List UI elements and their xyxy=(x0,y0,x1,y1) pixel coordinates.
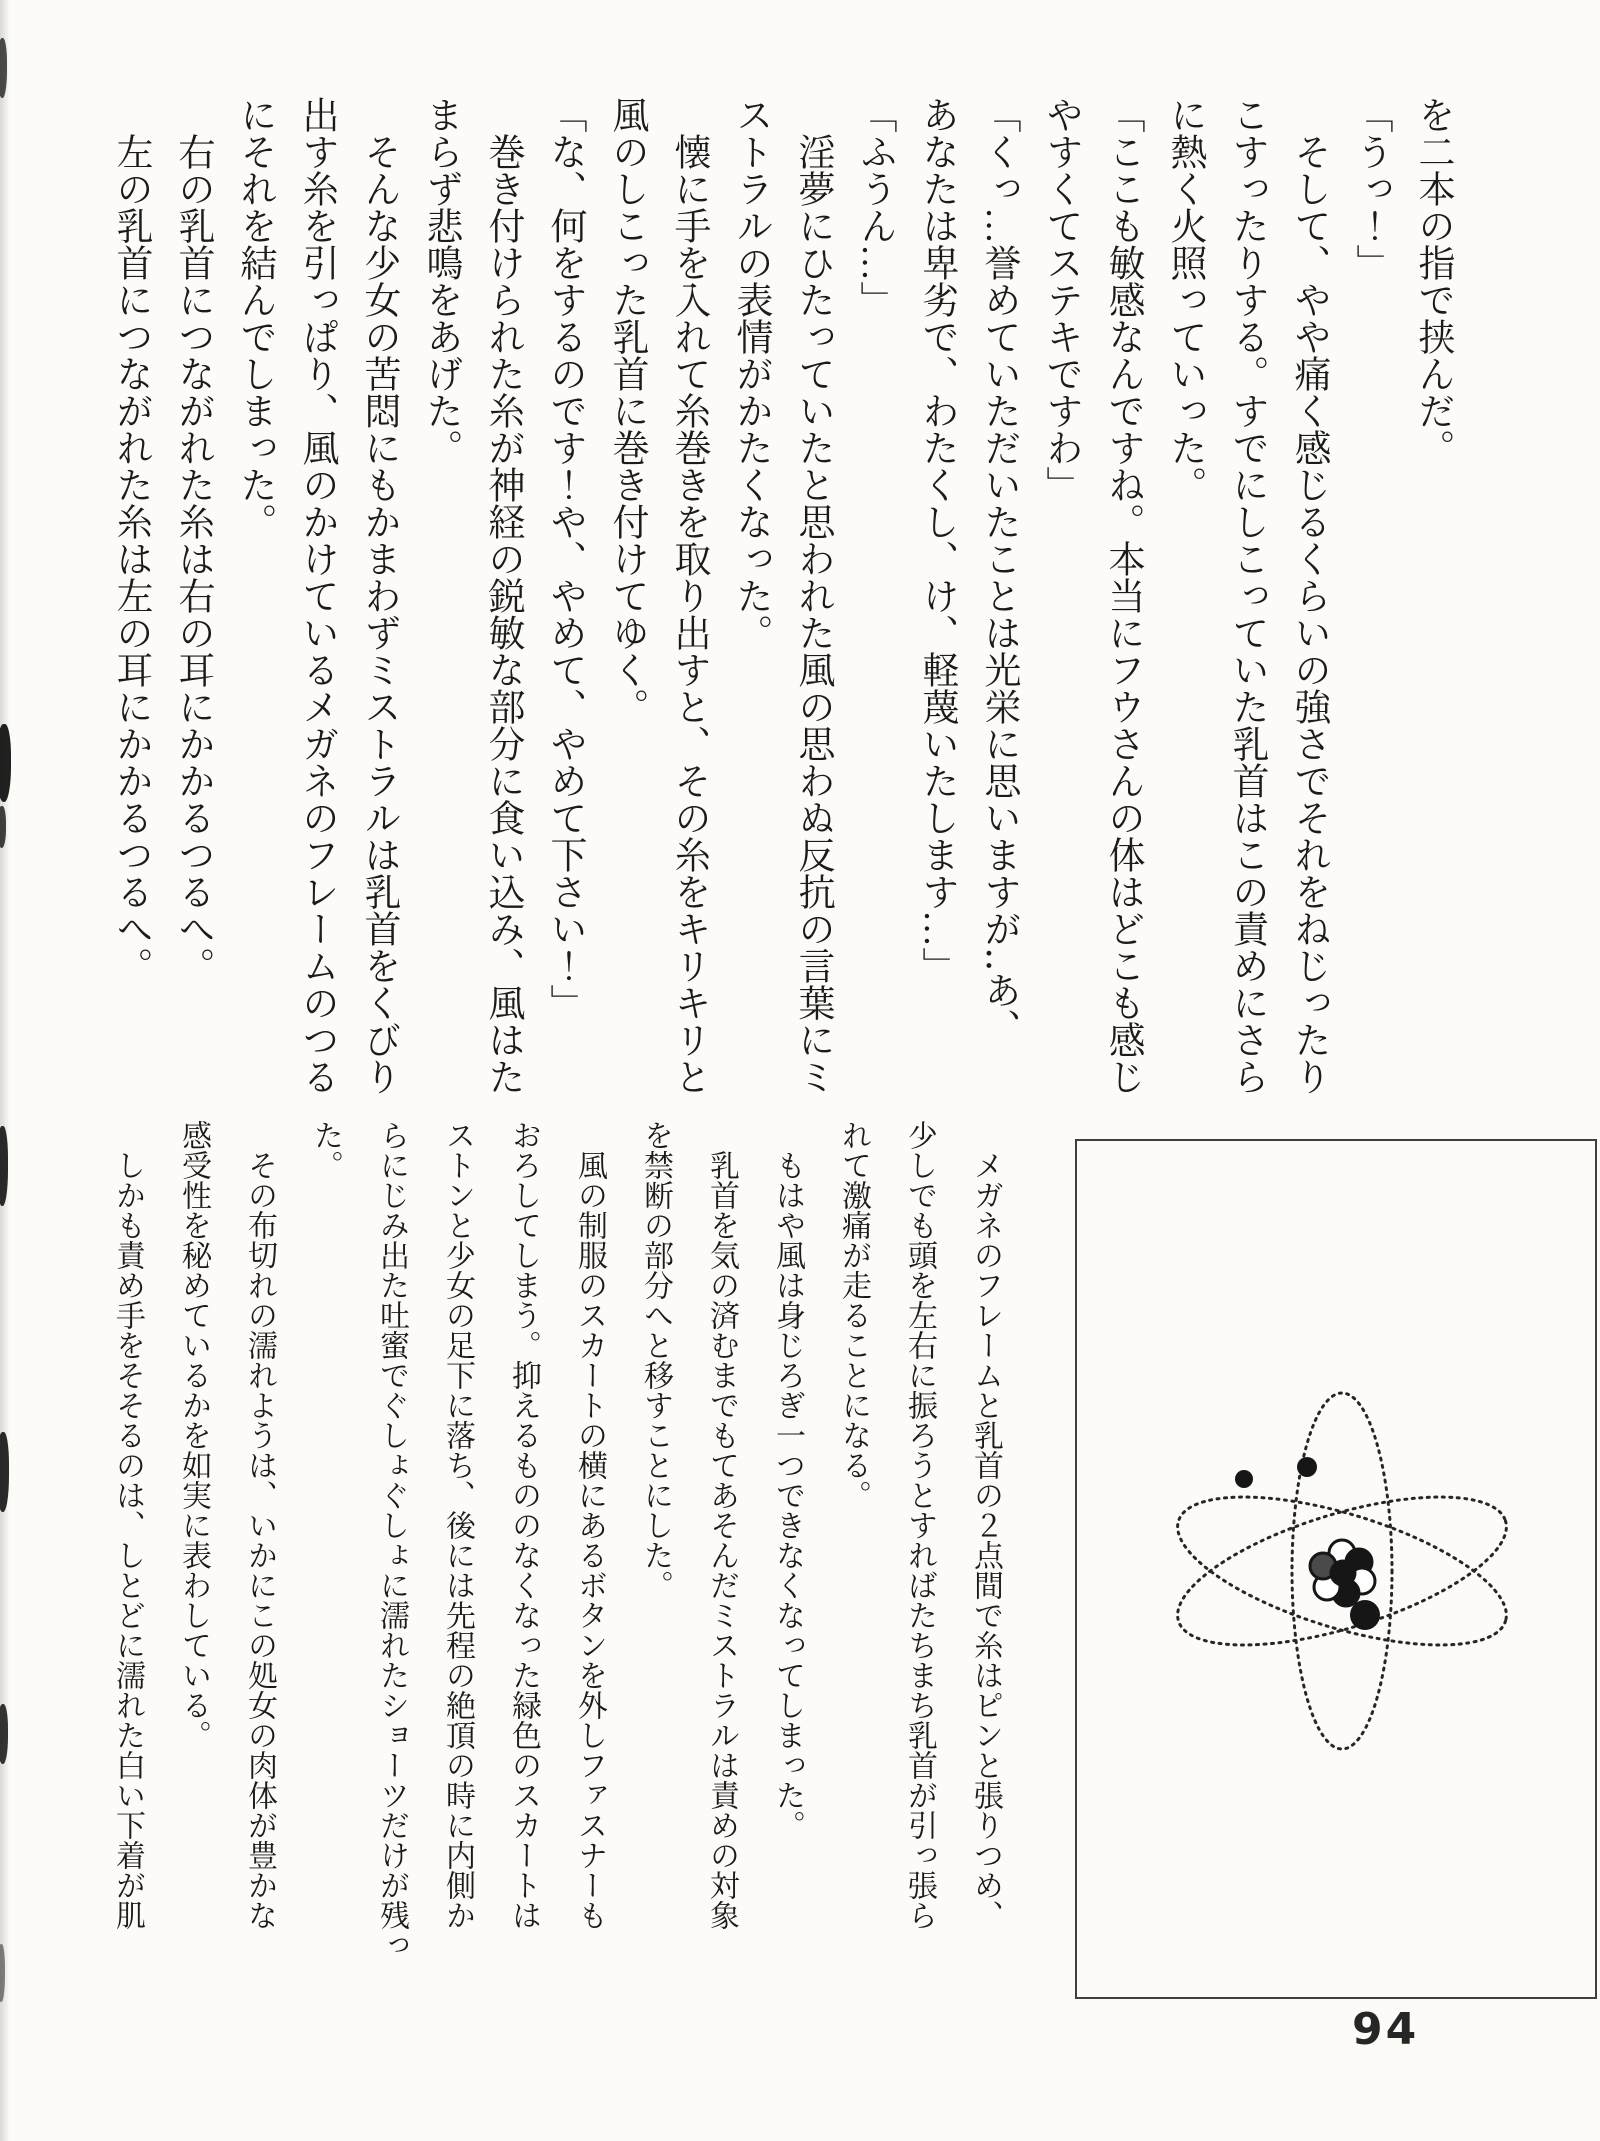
text-column: こすったりする。すでにしこっていた乳首はこの責めにさら xyxy=(1226,96,1267,1095)
page-number: 94 xyxy=(1352,2004,1420,2055)
text-column: まらず悲鳴をあげた。 xyxy=(420,96,461,466)
lower-text-block xyxy=(94,1120,1018,2010)
text-column: 感受性を秘めているかを如実に表わしている。 xyxy=(177,1120,210,1750)
text-column: 風のしこった乳首に巻き付けてゆく。 xyxy=(606,96,647,725)
text-column: もはや風は身じろぎ一つできなくなってしまった。 xyxy=(771,1120,804,1840)
text-column: 右の乳首につながれた糸は右の耳にかかるつるへ。 xyxy=(172,96,213,984)
text-column: 乳首を気の済むまでもてあそんだミストラルは責めの対象 xyxy=(705,1120,738,1930)
text-column: にそれを結んでしまった。 xyxy=(234,96,275,540)
text-column: あなたは卑劣で、わたくし、け、軽蔑いたします…」 xyxy=(916,96,957,984)
upper-text-block xyxy=(99,96,1463,1126)
atom-icon xyxy=(1077,1141,1595,1997)
text-column: そんな少女の苦悶にもかまわずミストラルは乳首をくびり xyxy=(358,96,399,1095)
text-column: しかも責め手をそそるのは、しとどに濡れた白い下着が肌 xyxy=(111,1120,144,1930)
text-column: 風の制服のスカートの横にあるボタンを外しファスナーも xyxy=(573,1120,606,1930)
text-column: メガネのフレームと乳首の２点間で糸はピンと張りつめ、 xyxy=(969,1120,1002,1930)
text-column: 「ふうん…」 xyxy=(854,96,895,318)
text-column: ストンと少女の足下に落ち、後には先程の絶頂の時に内側か xyxy=(441,1120,474,1930)
text-column: ストラルの表情がかたくなった。 xyxy=(730,96,771,651)
text-column: その布切れの濡れようは、いかにこの処女の肉体が豊かな xyxy=(243,1120,276,1930)
text-column: 懐に手を入れて糸巻きを取り出すと、その糸をキリキリと xyxy=(668,96,709,1095)
text-column: 「な、何をするのです！や、やめて、やめて下さい！」 xyxy=(544,96,585,1021)
text-column: 左の乳首につながれた糸は左の耳にかかるつるへ。 xyxy=(110,96,151,984)
text-column: 「うっ！」 xyxy=(1350,96,1391,281)
text-column: 「ここも敏感なんですね。本当にフウさんの体はどこも感じ xyxy=(1102,96,1143,1095)
text-column: やすくてステキですわ」 xyxy=(1040,96,1081,503)
text-column: 少しでも頭を左右に振ろうとすればたちまち乳首が引っ張ら xyxy=(903,1120,936,1930)
text-column: 「くっ…誉めていただいたことは光栄に思いますが‥あ、 xyxy=(978,96,1019,1046)
text-column: れて激痛が走ることになる。 xyxy=(837,1120,870,1510)
text-column: らにじみ出た吐蜜でぐしょぐしょに濡れたショーツだけが残っ xyxy=(375,1120,408,1960)
text-column: そして、やや痛く感じるくらいの強さでそれをねじったり xyxy=(1288,96,1329,1095)
text-column: に熱く火照っていった。 xyxy=(1164,96,1205,503)
scan-edge-shadow xyxy=(0,0,10,2141)
figure-box xyxy=(1075,1139,1597,1999)
text-column: を二本の指で挟んだ。 xyxy=(1412,96,1453,466)
text-column: 出す糸を引っぱり、風のかけているメガネのフレームのつる xyxy=(296,96,337,1095)
text-column: 淫夢にひたっていたと思われた風の思わぬ反抗の言葉にミ xyxy=(792,96,833,1095)
text-column: おろしてしまう。抑えるもののなくなった緑色のスカートは xyxy=(507,1120,540,1930)
text-column: を禁断の部分へと移すことにした。 xyxy=(639,1120,672,1600)
text-column: た。 xyxy=(309,1120,342,1180)
text-column: 巻き付けられた糸が神経の鋭敏な部分に食い込み、風はた xyxy=(482,96,523,1095)
